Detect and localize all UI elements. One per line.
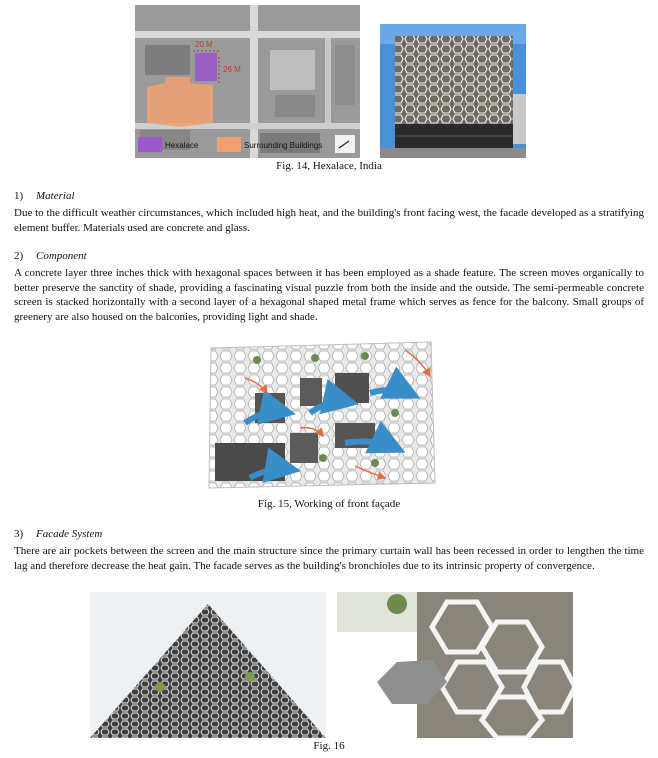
facade-diagram [205, 338, 441, 496]
section-2-body: A concrete layer three inches thick with hexagonal spaces between it has been employed as a shade feature. The screen moves organically to better preserve the sanctity of shade, providing a fascinating visual puzzle from both the inside and the outside. The semi-permeable concrete screen is stacked horizontally with a second layer of a hexagonal shaped metal frame which serves as fence for the balcony. Small groups of greenery are also housed on the balconies, providing light and shade. [14, 267, 644, 323]
building-photo [380, 24, 526, 158]
figure-15-caption: Fig. 15, Working of front façade [257, 498, 401, 510]
hexalace-building-image [380, 24, 526, 158]
figure-14-caption: Fig. 14, Hexalace, India [276, 160, 382, 172]
legend-hexalace-label: Hexalace [165, 141, 199, 150]
site-map-image [135, 5, 360, 158]
section-2-heading [14, 250, 87, 262]
section-3-number: 3) [14, 528, 24, 540]
section-1-heading [14, 190, 75, 202]
facade-working-image [205, 338, 441, 496]
dim-height-label: 26 M [223, 65, 241, 74]
dim-width-label: 20 M [195, 40, 213, 49]
close-up-photo [337, 592, 573, 738]
section-3-body: There are air pockets between the screen and the main structure since the primary curtain wall has been recessed in order to lengthen the time lag and therefore decrease the heat gain. The facade serves as the building's bronchioles due to its intrinsic property of convergence. [14, 545, 644, 572]
section-1-number: 1) [14, 190, 24, 202]
section-3-title: Facade System [36, 528, 103, 540]
figure-16-caption: Fig. 16 [313, 740, 345, 752]
section-1-title: Material [36, 190, 75, 202]
legend-surrounding-label: Surrounding Buildings [244, 141, 323, 150]
site-map-figure [135, 5, 360, 158]
section-2-number: 2) [14, 250, 24, 262]
section-3-heading [14, 528, 102, 540]
section-2-title: Component [36, 250, 87, 262]
section-1-body: Due to the difficult weather circumstances, which included high heat, and the building's front facing west, the facade developed as a stratifying element buffer. Materials used are concrete and glass. [14, 207, 644, 234]
corner-view-image [90, 592, 326, 738]
corner-view-photo [90, 592, 326, 738]
close-up-image [337, 592, 573, 738]
